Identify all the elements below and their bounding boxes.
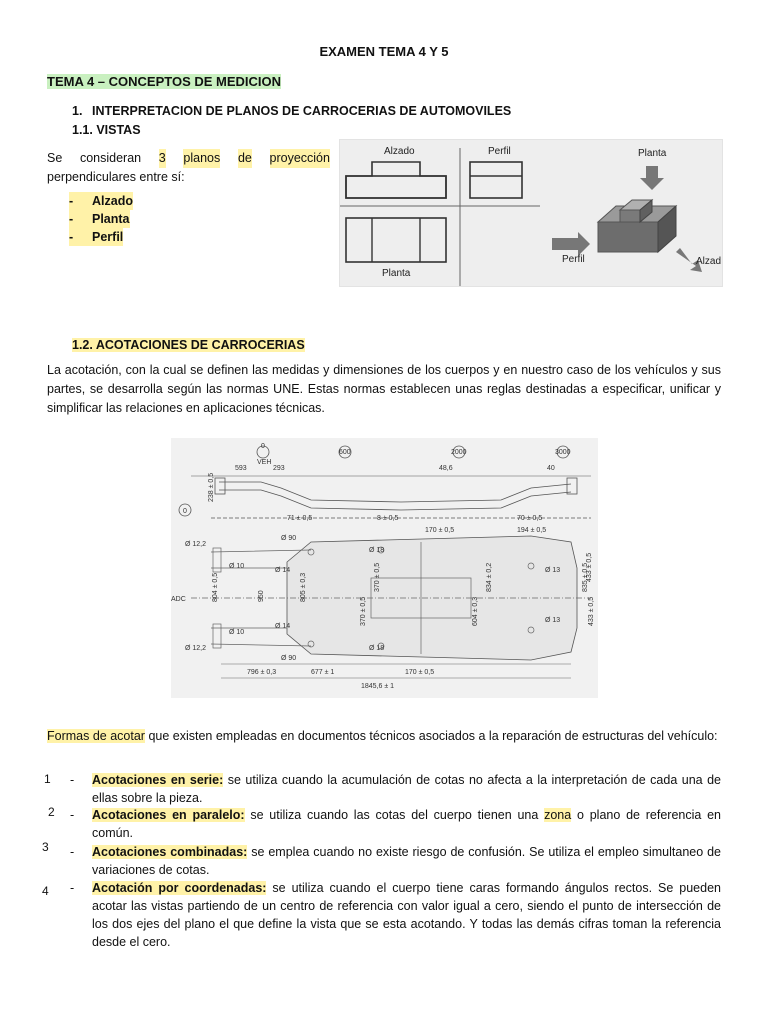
fig2-d677: 677 ± 1 <box>311 669 335 676</box>
section-1-2-heading: 1.2. ACOTACIONES DE CARROCERIAS <box>72 338 305 352</box>
fig2-d170b: 170 ± 0,5 <box>405 669 435 676</box>
list-item: - Planta <box>69 212 130 226</box>
list-item: - Alzado <box>69 194 133 208</box>
fig2-o90b: Ø 90 <box>281 655 297 662</box>
fig2-d8: 8 ± 0,5 <box>377 515 399 522</box>
fig2-o122b: Ø 12,2 <box>185 645 207 652</box>
fig2-o14b: Ø 14 <box>275 623 291 630</box>
fig2-v804: 804 ± 0,5 <box>212 572 219 602</box>
fig2-d486: 48,6 <box>439 465 453 472</box>
label-perfil-arrow: Perfil <box>562 254 585 265</box>
label-planta-bottom: Planta <box>382 268 411 279</box>
fig2-d593: 593 <box>235 465 247 472</box>
fig2-c2000: 2000 <box>451 449 467 456</box>
label-planta-top: Planta <box>638 148 667 159</box>
fig2-veh: VEH <box>257 459 272 466</box>
vistas-bullets <box>69 192 133 246</box>
margin-number: 4 <box>42 884 49 898</box>
list-item: - Acotaciones en serie: se utiliza cuando la acumulación de cotas no afecta a la interpretación de cada una de ellas sobre la pieza. <box>70 773 721 805</box>
fig2-d796: 796 ± 0,3 <box>247 669 277 676</box>
fig2-v835: 835 ± 0,5 <box>582 562 589 592</box>
fig2-o13a: Ø 13 <box>545 567 561 574</box>
projection-views-figure <box>339 139 723 287</box>
fig2-o90a: Ø 90 <box>281 535 297 542</box>
list-item: - Acotación por coordenadas: se utiliza cuando el cuerpo tiene caras formando ángulos rectos. Se pueden acotar las vistas partiendo de un centro de referencia con valor igual a cero, siendo el punto de intersección de los dos ejes del plano el que define la vista que se esta acotando. Y todas las demás cifras toman la referencia desde el cero. <box>70 881 721 949</box>
fig2-d71: 71 ± 0,5 <box>287 515 313 522</box>
fig2-o13b: Ø 13 <box>545 617 561 624</box>
fig2-o10a: Ø 10 <box>229 563 245 570</box>
fig2-c0: 0 <box>261 443 265 450</box>
margin-number: 3 <box>42 840 49 854</box>
margin-number: 2 <box>48 805 55 819</box>
label-perfil: Perfil <box>488 146 511 157</box>
document-title: EXAMEN TEMA 4 Y 5 <box>319 44 449 59</box>
acotacion-paragraph: La acotación, con la cual se definen las medidas y dimensiones de los cuerpos y en nuestro caso de los vehículos y sus partes, se desarrolla según las normas UNE. Estas normas establecen unas reglas destinadas a especificar, unificar y simplificar las relaciones en aplicaciones técnicas. <box>47 363 721 415</box>
margin-number: 1 <box>44 772 51 786</box>
fig2-d1845: 1845,6 ± 1 <box>361 683 395 690</box>
fig2-o122a: Ø 12,2 <box>185 541 207 548</box>
label-alzado-arrow: Alzad <box>696 256 722 267</box>
vistas-paragraph <box>47 149 330 187</box>
list-item: - Acotaciones en paralelo: se utiliza cuando las cotas del cuerpo tienen una zona o plano de referencia en común. <box>70 808 721 840</box>
fig2-v370a: 370 ± 0,5 <box>374 562 381 592</box>
fig2-d238: 238 ± 0,5 <box>208 472 215 502</box>
fig2-side0: 0 <box>183 508 187 515</box>
section-1-1-heading: 1.1. VISTAS <box>72 123 141 137</box>
body-dimensions-figure <box>171 438 598 698</box>
fig2-v805: 805 ± 0,3 <box>300 572 307 602</box>
section-1-heading: 1. INTERPRETACION DE PLANOS DE CARROCERIAS DE AUTOMOVILES <box>72 104 512 118</box>
fig2-o18a: Ø 18 <box>369 547 385 554</box>
fig2-d40: 40 <box>547 465 555 472</box>
list-item: - Perfil <box>69 230 124 244</box>
formas-paragraph: Formas de acotar que existen empleadas en documentos técnicos asociados a la reparación de estructuras del vehículo: <box>47 729 718 743</box>
vistas-line-2: perpendiculares entre sí: <box>47 170 185 184</box>
fig2-v950: 950 <box>258 590 265 602</box>
fig2-v433a: 433 ± 0,5 <box>586 552 593 582</box>
body-dimensions-drawing <box>171 438 598 698</box>
list-item: - Acotaciones combinadas: se emplea cuando no existe riesgo de confusión. Se utiliza el empleo simultaneo de variaciones de cotas. <box>70 845 721 877</box>
fig2-d70: 70 ± 0,5 <box>517 515 543 522</box>
fig2-v370b: 370 ± 0,5 <box>360 596 367 626</box>
projection-views-drawing <box>340 140 722 286</box>
tema4-heading: TEMA 4 – CONCEPTOS DE MEDICION <box>47 74 282 89</box>
fig2-c3000: 3000 <box>555 449 571 456</box>
label-alzado: Alzado <box>384 146 415 157</box>
fig2-adc: ADC <box>171 596 186 603</box>
fig2-o14a: Ø 14 <box>275 567 291 574</box>
fig2-d170a: 170 ± 0,5 <box>425 527 455 534</box>
fig2-v834: 834 ± 0,2 <box>486 562 493 592</box>
vistas-line-1: Se consideran 3 planos de proyección <box>47 149 330 168</box>
fig2-o18b: Ø 18 <box>369 645 385 652</box>
fig2-v433b: 433 ± 0,5 <box>588 596 595 626</box>
fig2-o10b: Ø 10 <box>229 629 245 636</box>
fig2-d194: 194 ± 0,5 <box>517 527 547 534</box>
fig2-d293: 293 <box>273 465 285 472</box>
fig2-c600: 600 <box>339 449 351 456</box>
fig2-v604: 604 ± 0,3 <box>472 596 479 626</box>
